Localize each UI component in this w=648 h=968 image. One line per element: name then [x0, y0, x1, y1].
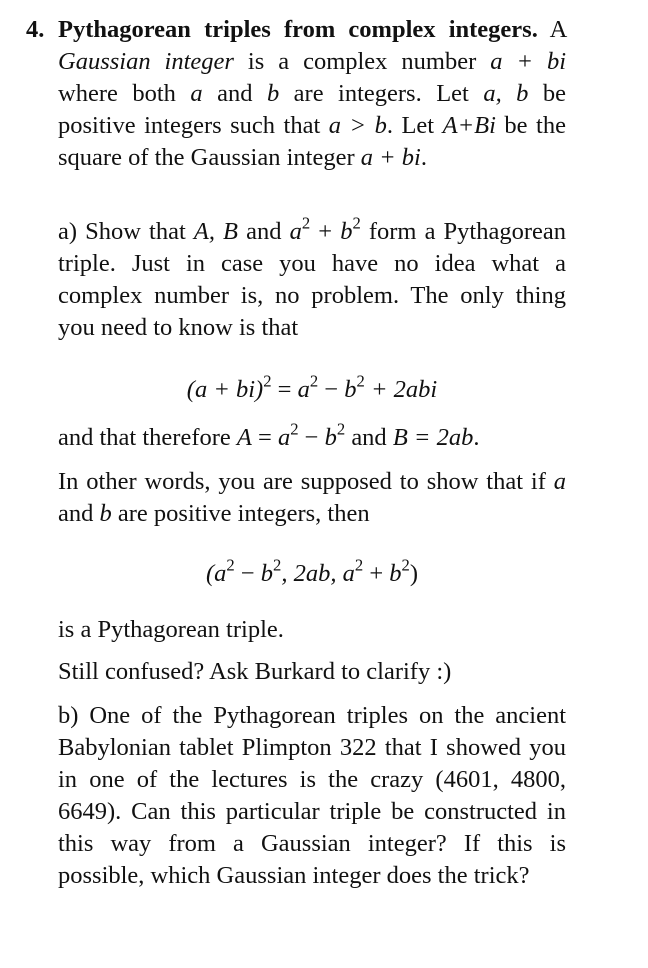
- math-b: b: [389, 560, 402, 587]
- therefore-text: .: [473, 424, 480, 451]
- math-b: b: [99, 500, 112, 527]
- problem-number: 4.: [26, 16, 45, 43]
- math-a-gt-b: a > b: [328, 112, 387, 139]
- words-text: are positive integers, then: [111, 500, 370, 527]
- math-B: B: [392, 424, 408, 451]
- math-a: a: [553, 468, 566, 495]
- part-b-text: . Can this particular triple be constructed in this way from a Gaussian integer? If this is possible, which Gaussian integer does the trick?: [58, 798, 566, 889]
- exponent: 2: [263, 371, 272, 391]
- problem-intro: [58, 14, 566, 174]
- exponent: 2: [352, 213, 361, 233]
- math-minus: −: [318, 376, 345, 403]
- intro-text: and: [202, 80, 267, 107]
- math-paren: ): [409, 560, 419, 587]
- intro-text: be positive integers such that: [58, 80, 567, 139]
- math-a: a: [277, 424, 291, 451]
- math-plus: +: [363, 560, 390, 587]
- therefore-text: and: [345, 424, 393, 451]
- in-other-words: [58, 466, 566, 530]
- math-a-plus-bi: a + bi: [490, 48, 566, 75]
- math-a: a: [297, 376, 310, 403]
- still-confused-line: Still confused? Ask Burkard to clarify :): [58, 658, 452, 685]
- exponent: 2: [354, 555, 364, 575]
- words-text: In other words, you are supposed to show that if: [58, 468, 554, 495]
- intro-text: are integers. Let: [279, 80, 484, 107]
- math-b: b: [340, 218, 353, 245]
- math-part: , 2ab,: [281, 560, 343, 587]
- exponent: 2: [301, 213, 311, 233]
- math-A: A: [236, 424, 252, 451]
- math-b: b: [344, 376, 357, 403]
- exponent: 2: [309, 371, 319, 391]
- math-a: a: [342, 560, 355, 587]
- math-a-b: a, b: [483, 80, 529, 107]
- intro-text: . Let: [386, 112, 443, 139]
- equation-square-expansion: [58, 371, 566, 406]
- part-b-text: b) One of the Pythagorean triples on the ancient Babylonian tablet Plimpton 322 that I showed you in one of the lectures is the crazy: [58, 702, 566, 793]
- math-operator: +: [310, 218, 341, 245]
- math-A-plus-Bi: A+Bi: [442, 112, 496, 139]
- part-a-text: a) Show that: [58, 218, 194, 245]
- intro-text: be the square of the Gaussian integer: [58, 112, 566, 171]
- math-part: (a: [205, 560, 227, 587]
- words-text: and: [58, 500, 100, 527]
- exponent: 2: [356, 371, 365, 391]
- math-a-plus-bi: a + bi: [360, 144, 421, 171]
- math-a: a: [190, 80, 203, 107]
- therefore-text: and that therefore: [58, 424, 237, 451]
- exponent: 2: [336, 419, 346, 439]
- intro-text: where both: [58, 80, 191, 107]
- equation-triple: [58, 555, 566, 590]
- math-A-B: A, B: [193, 218, 239, 245]
- math-b: b: [266, 80, 280, 107]
- math-b: b: [260, 560, 274, 587]
- term-gaussian-integer: Gaussian integer: [58, 48, 234, 75]
- math-lhs: (a + bi): [186, 376, 264, 403]
- intro-text: A: [549, 16, 567, 43]
- exponent: 2: [290, 419, 299, 439]
- math-minus: −: [298, 424, 325, 451]
- part-a: [58, 213, 567, 344]
- part-b: [58, 700, 566, 892]
- exponent: 2: [226, 555, 235, 575]
- math-equals: =: [251, 424, 278, 451]
- is-triple-line: is a Pythagorean triple.: [58, 616, 284, 643]
- math-2ab: = 2ab: [407, 424, 474, 451]
- therefore-line: [58, 419, 566, 454]
- exponent: 2: [401, 555, 410, 575]
- math-minus: −: [234, 560, 261, 587]
- part-a-text: and: [238, 218, 290, 245]
- part-a-text: form a Pythagorean triple. Just in case you have no idea what a complex number is, no problem. The only thing you need to know is that: [58, 218, 567, 341]
- math-equals: =: [271, 376, 298, 403]
- math-b: b: [324, 424, 337, 451]
- plimpton-triple: (4601, 4800, 6649): [58, 766, 566, 825]
- exponent: 2: [273, 555, 282, 575]
- intro-text: is a complex number: [233, 48, 491, 75]
- math-2abi: + 2abi: [364, 376, 438, 403]
- problem-title: Pythagorean triples from complex integers.: [58, 16, 538, 43]
- intro-text: .: [420, 144, 427, 171]
- math-a: a: [289, 218, 302, 245]
